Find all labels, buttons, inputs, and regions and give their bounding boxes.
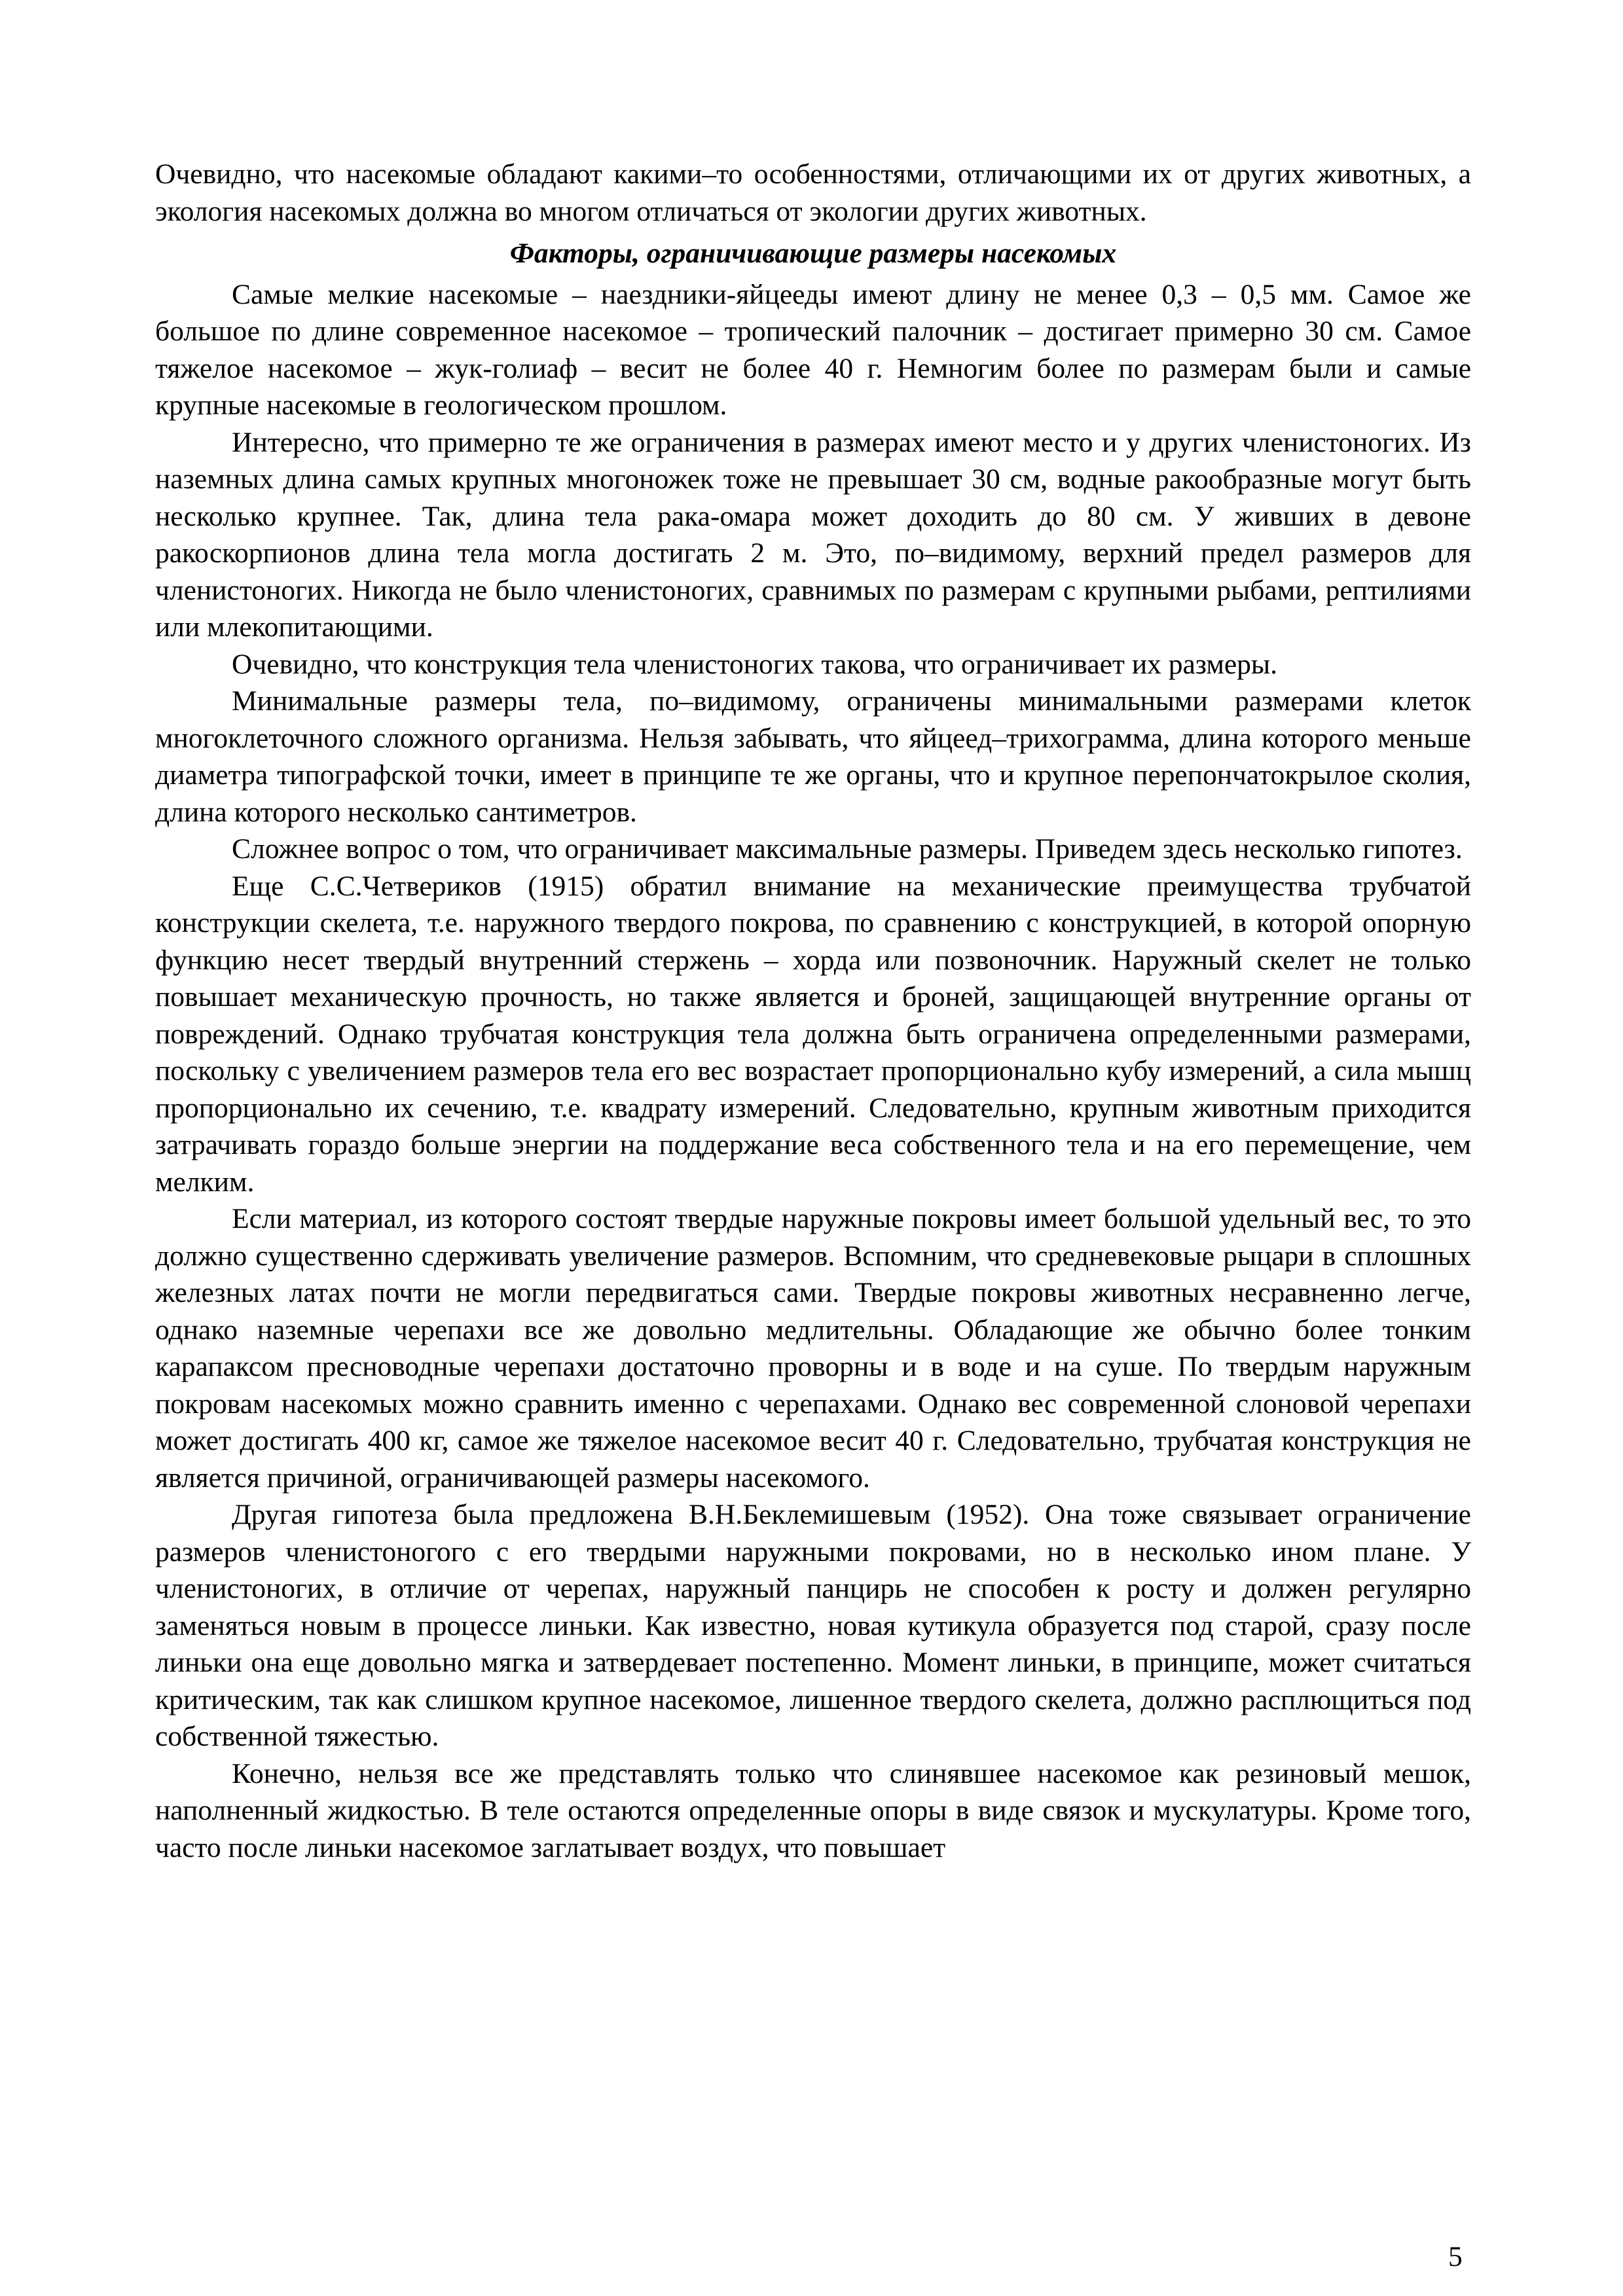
section-heading: Факторы, ограничивающие размеры насекомых bbox=[509, 238, 1117, 269]
intro-paragraph: Очевидно, что насекомые обладают какими–то особенностями, отличающими их от других животных, а экология насекомых должна во многом отличаться от экологии других животных. bbox=[155, 158, 1471, 227]
paragraph-4: Минимальные размеры тела, по–видимому, ограничены минимальными размерами клеток многоклеточного сложного организма. Нельзя забывать, что яйцеед–трихограмма, длина которого меньше диаметра типографской точки, имеет в принципе те же органы, что и крупное перепончатокрылое сколия, длина которого несколько сантиметров. bbox=[155, 685, 1471, 828]
paragraph-2: Интересно, что примерно те же ограничения в размерах имеют место и у других членистоногих. Из наземных длина самых крупных многоножек тоже не превышает 30 см, водные ракообразные могут быть несколько крупнее. Так, длина тела рака-омара может доходить до 80 см. У живших в девоне ракоскорпионов длина тела могла достигать 2 м. Это, по–видимому, верхний предел размеров для членистоногих. Никогда не было членистоногих, сравнимых по размерам с крупными рыбами, рептилиями или млекопитающими. bbox=[155, 426, 1471, 643]
page-number: 5 bbox=[1448, 2241, 1463, 2272]
paragraph-5: Сложнее вопрос о том, что ограничивает максимальные размеры. Приведем здесь несколько гипотез. bbox=[232, 833, 1463, 865]
document-page bbox=[155, 156, 1471, 1866]
paragraph-6: Еще С.С.Четвериков (1915) обратил внимание на механические преимущества трубчатой конструкции скелета, т.е. наружного твердого покрова, по сравнению с конструкцией, в которой опорную функцию несет твердый внутренний стержень – хорда или позвоночник. Наружный скелет не только повышает механическую прочность, но также является и броней, защищающей внутренние органы от повреждений. Однако трубчатая конструкция тела должна быть ограничена определенными размерами, поскольку с увеличением размеров тела его вес возрастает пропорционально кубу измерений, а сила мышц пропорционально их сечению, т.е. квадрату измерений. Следовательно, крупным животным приходится затрачивать гораздо больше энергии на поддержание веса собственного тела и на его перемещение, чем мелким. bbox=[155, 870, 1471, 1198]
paragraph-9: Конечно, нельзя все же представлять только что слинявшее насекомое как резиновый мешок, наполненный жидкостью. В теле остаются определенные опоры в виде связок и мускулатуры. Кроме того, часто после линьки насекомое заглатывает воздух, что повышает bbox=[155, 1757, 1471, 1863]
paragraph-7: Если материал, из которого состоят твердые наружные покровы имеет большой удельный вес, то это должно существенно сдерживать увеличение размеров. Вспомним, что средневековые рыцари в сплошных железных латах почти не могли передвигаться сами. Твердые покровы животных несравненно легче, однако наземные черепахи все же довольно медлительны. Обладающие же обычно более тонким карапаксом пресноводные черепахи достаточно проворны и в воде и на суше. По твердым наружным покровам насекомых можно сравнить именно с черепахами. Однако вес современной слоновой черепахи может достигать 400 кг, самое же тяжелое насекомое весит 40 г. Следовательно, трубчатая конструкция не является причиной, ограничивающей размеры насекомого. bbox=[155, 1203, 1471, 1494]
paragraph-1: Самые мелкие насекомые – наездники-яйцееды имеют длину не менее 0,3 – 0,5 мм. Самое же большое по длине современное насекомое – тропический палочник – достигает примерно 30 см. Самое тяжелое насекомое – жук-голиаф – весит не более 40 г. Немногим более по размерам были и самые крупные насекомые в геологическом прошлом. bbox=[155, 278, 1471, 421]
paragraph-8: Другая гипотеза была предложена В.Н.Беклемишевым (1952). Она тоже связывает ограничение размеров членистоногого с его твердыми наружными покровами, но в несколько ином плане. У членистоногих, в отличие от черепах, наружный панцирь не способен к росту и должен регулярно заменяться новым в процессе линьки. Как известно, новая кутикула образуется под старой, сразу после линьки она еще довольно мягка и затвердевает постепенно. Момент линьки, в принципе, может считаться критическим, так как слишком крупное насекомое, лишенное твердого скелета, должно расплющиться под собственной тяжестью. bbox=[155, 1499, 1471, 1752]
paragraph-3: Очевидно, что конструкция тела членистоногих такова, что ограничивает их размеры. bbox=[232, 648, 1278, 680]
